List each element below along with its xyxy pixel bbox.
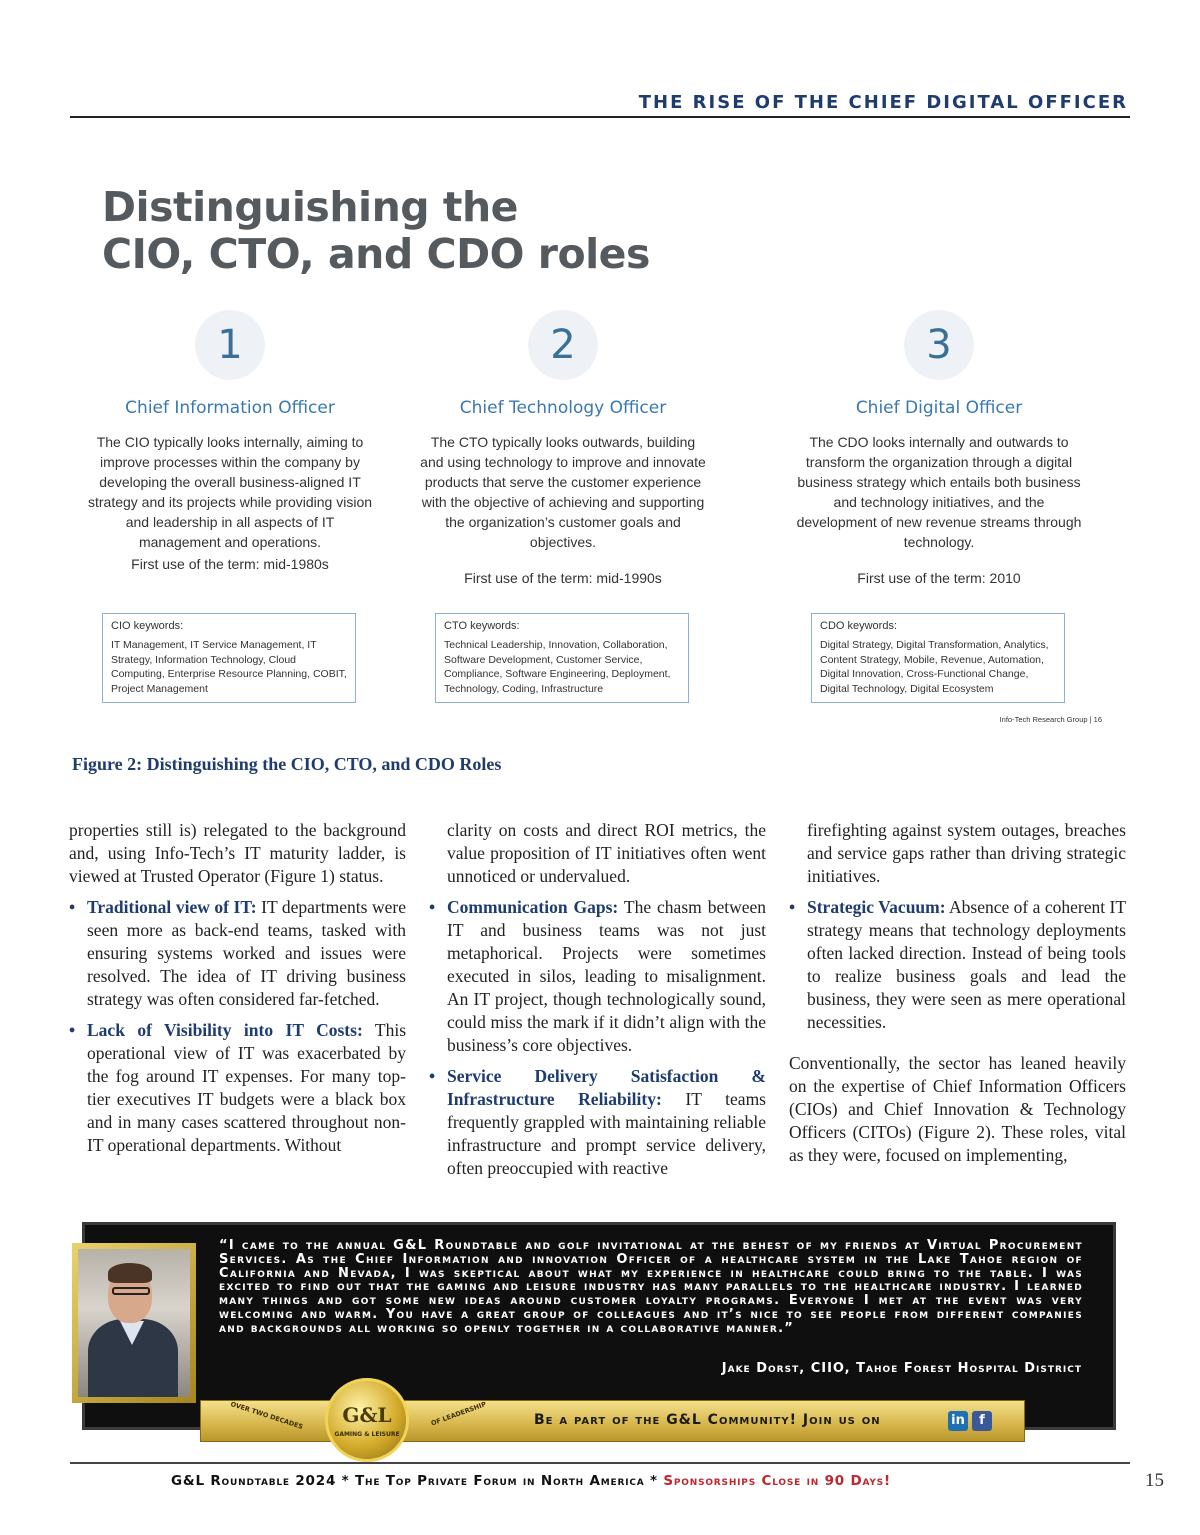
figure-2 — [70, 150, 1130, 740]
figure-source: Info-Tech Research Group | 16 — [999, 715, 1102, 724]
cdo-keywords-box — [811, 613, 1065, 703]
paragraph: clarity on costs and direct ROI metrics, the value proposition of IT initiatives often went unnoticed or undervalued. — [447, 820, 766, 886]
facebook-icon[interactable]: f — [972, 1411, 992, 1431]
bullet-term: Service Delivery Satisfaction & Infrastructure Reliability: — [447, 1066, 766, 1109]
bullet-term: Traditional view of IT: — [87, 897, 257, 917]
badge-logo-text: G&L — [342, 1403, 392, 1427]
figure-caption: Figure 2: Distinguishing the CIO, CTO, and CDO Roles — [72, 754, 502, 774]
role-cdo — [794, 310, 1084, 586]
role-first-use: First use of the term: mid-1990s — [464, 570, 662, 586]
linkedin-icon[interactable]: in — [948, 1411, 968, 1431]
bullet-text: Absence of a coherent IT strategy means that technology deployments often lacked direction. Instead of being tools to realize business goals and lead the business, they were seen as mere operational necessities. — [807, 897, 1127, 1032]
paragraph: Conventionally, the sector has leaned heavily on the expertise of Chief Information Officers (CIOs) and Chief Innovation & Technology Officers (CITOs) (Figure 2). These roles, vital as they were, focused on implementing, — [789, 1053, 1126, 1165]
ribbon-right-text: OF LEADERSHIP — [430, 1400, 488, 1428]
footer-tagline — [171, 1473, 891, 1489]
bullet-text: IT departments were seen more as back-end teams, tasked with ensuring systems worked and issues were resolved. The idea of IT driving business strategy was often considered far-fetched. — [87, 897, 406, 1009]
cta-text: Be a part of the G&L Community! Join us on — [534, 1412, 881, 1428]
bullet-term: Communication Gaps: — [447, 897, 619, 917]
ribbon-left-text: OVER TWO DECADES — [229, 1400, 304, 1431]
role-number-badge: 1 — [195, 310, 265, 380]
article-column-2 — [429, 819, 766, 1188]
running-header: THE RISE OF THE CHIEF DIGITAL OFFICER — [638, 92, 1128, 113]
footer-text: G&L Roundtable 2024 * The Top Private Forum in North America * — [171, 1473, 664, 1489]
keywords-title: CIO keywords: — [111, 620, 184, 632]
testimonial-photo — [72, 1243, 196, 1403]
footer-highlight: Sponsorships Close in 90 Days! — [663, 1473, 891, 1489]
role-name: Chief Digital Officer — [855, 398, 1023, 418]
cio-keywords-box — [102, 613, 356, 703]
portrait-glasses — [112, 1287, 150, 1295]
paragraph: firefighting against system outages, breaches and service gaps rather than driving strategic initiatives. — [807, 820, 1126, 886]
bullet-visibility-costs — [69, 1019, 406, 1157]
keywords-title: CTO keywords: — [444, 620, 520, 632]
keywords-list: Digital Strategy, Digital Transformation, Analytics, Content Strategy, Mobile, Revenue, Automation, Digital Innovation, Cross-Functional Change, Digital Technology, Digital Ecosystem — [820, 639, 1049, 695]
bullet-text: This operational view of IT was exacerbated by the fog around IT expenses. For many top-tier executives IT budgets were a black box and in many cases scattered throughout non-IT operational departments. Without — [87, 1020, 407, 1155]
bullet-text: The chasm between IT and business teams was not just metaphorical. Projects were sometimes executed in silos, leading to misalignment. An IT project, though technologically sound, could miss the mark if it didn’t align with the business’s core objectives. — [447, 897, 766, 1055]
cto-keywords-box — [435, 613, 689, 703]
role-description: The CDO looks internally and outwards to transform the organization through a digital business strategy which entails both business and technology initiatives, and the development of new revenue streams through technology. — [796, 434, 1082, 550]
footer-divider — [70, 1462, 1130, 1464]
bullet-text: IT teams frequently grappled with maintaining reliable infrastructure and prompt service delivery, often preoccupied with reactive — [447, 1089, 766, 1178]
role-description: The CIO typically looks internally, aiming to improve processes within the company by developing the overall business-aligned IT strategy and its projects while providing vision and leadership in all aspects of IT management and operations. — [87, 434, 373, 550]
role-first-use: First use of the term: 2010 — [857, 570, 1021, 586]
keywords-list: Technical Leadership, Innovation, Collaboration, Software Development, Customer Service, Compliance, Software Engineering, Deployment, Technology, Coding, Infrastructure — [444, 639, 671, 695]
role-name: Chief Technology Officer — [459, 398, 667, 418]
keywords-title: CDO keywords: — [820, 620, 898, 632]
badge-subtitle: GAMING & LEISURE — [334, 1431, 400, 1438]
bullet-service-delivery — [429, 1065, 766, 1180]
portrait-hair — [108, 1263, 152, 1283]
portrait-image — [78, 1249, 190, 1397]
header-divider — [70, 116, 1130, 118]
testimonial-attribution: Jake Dorst, CIIO, Tahoe Forest Hospital District — [721, 1361, 1082, 1376]
bullet-term: Strategic Vacuum: — [807, 897, 946, 917]
article-column-3 — [789, 819, 1126, 1175]
gl-logo-badge — [325, 1378, 409, 1462]
role-name: Chief Information Officer — [125, 398, 335, 418]
role-cio — [85, 310, 375, 572]
figure-title-line1: Distinguishing the — [102, 183, 518, 231]
figure-title — [102, 184, 650, 278]
testimonial-quote: “I came to the annual G&L Roundtable and golf invitational at the behest of my friends at Virtual Procurement Services. As the Chief Information and innovation Officer of a healthcare system in the Lake Tahoe region of California and Nevada, I was skeptical about what my experience in healthcare could bring to the table. I was excited to find out that the gaming and leisure industry has many parallels to the healthcare industry. I learned many things and got some new ideas around customer loyalty programs. Everyone I met at the event was very welcoming and warm. You have a great group of colleagues and it’s nice to see people from different companies and backgrounds all working so openly together in a collaborative manner.” — [219, 1238, 1083, 1336]
page-number: 15 — [1145, 1470, 1164, 1491]
keywords-list: IT Management, IT Service Management, IT Strategy, Information Technology, Cloud Computing, Enterprise Resource Planning, COBIT, Project Management — [111, 639, 347, 695]
role-first-use: First use of the term: mid-1980s — [131, 556, 329, 572]
article-column-1 — [69, 819, 406, 1165]
bullet-strategic-vacuum — [789, 896, 1126, 1034]
bullet-traditional-view — [69, 896, 406, 1011]
role-number-badge: 2 — [528, 310, 598, 380]
role-number-badge: 3 — [904, 310, 974, 380]
figure-title-line2: CIO, CTO, and CDO roles — [102, 230, 650, 278]
paragraph: properties still is) relegated to the background and, using Info-Tech’s IT maturity ladder, is viewed at Trusted Operator (Figure 1) status. — [69, 820, 406, 886]
bullet-communication-gaps — [429, 896, 766, 1057]
role-cto — [418, 310, 708, 586]
role-description: The CTO typically looks outwards, building and using technology to improve and innovate products that serve the customer experience with the objective of achieving and supporting the organization’s customer goals and objectives. — [420, 434, 706, 550]
bullet-term: Lack of Visibility into IT Costs: — [87, 1020, 363, 1040]
